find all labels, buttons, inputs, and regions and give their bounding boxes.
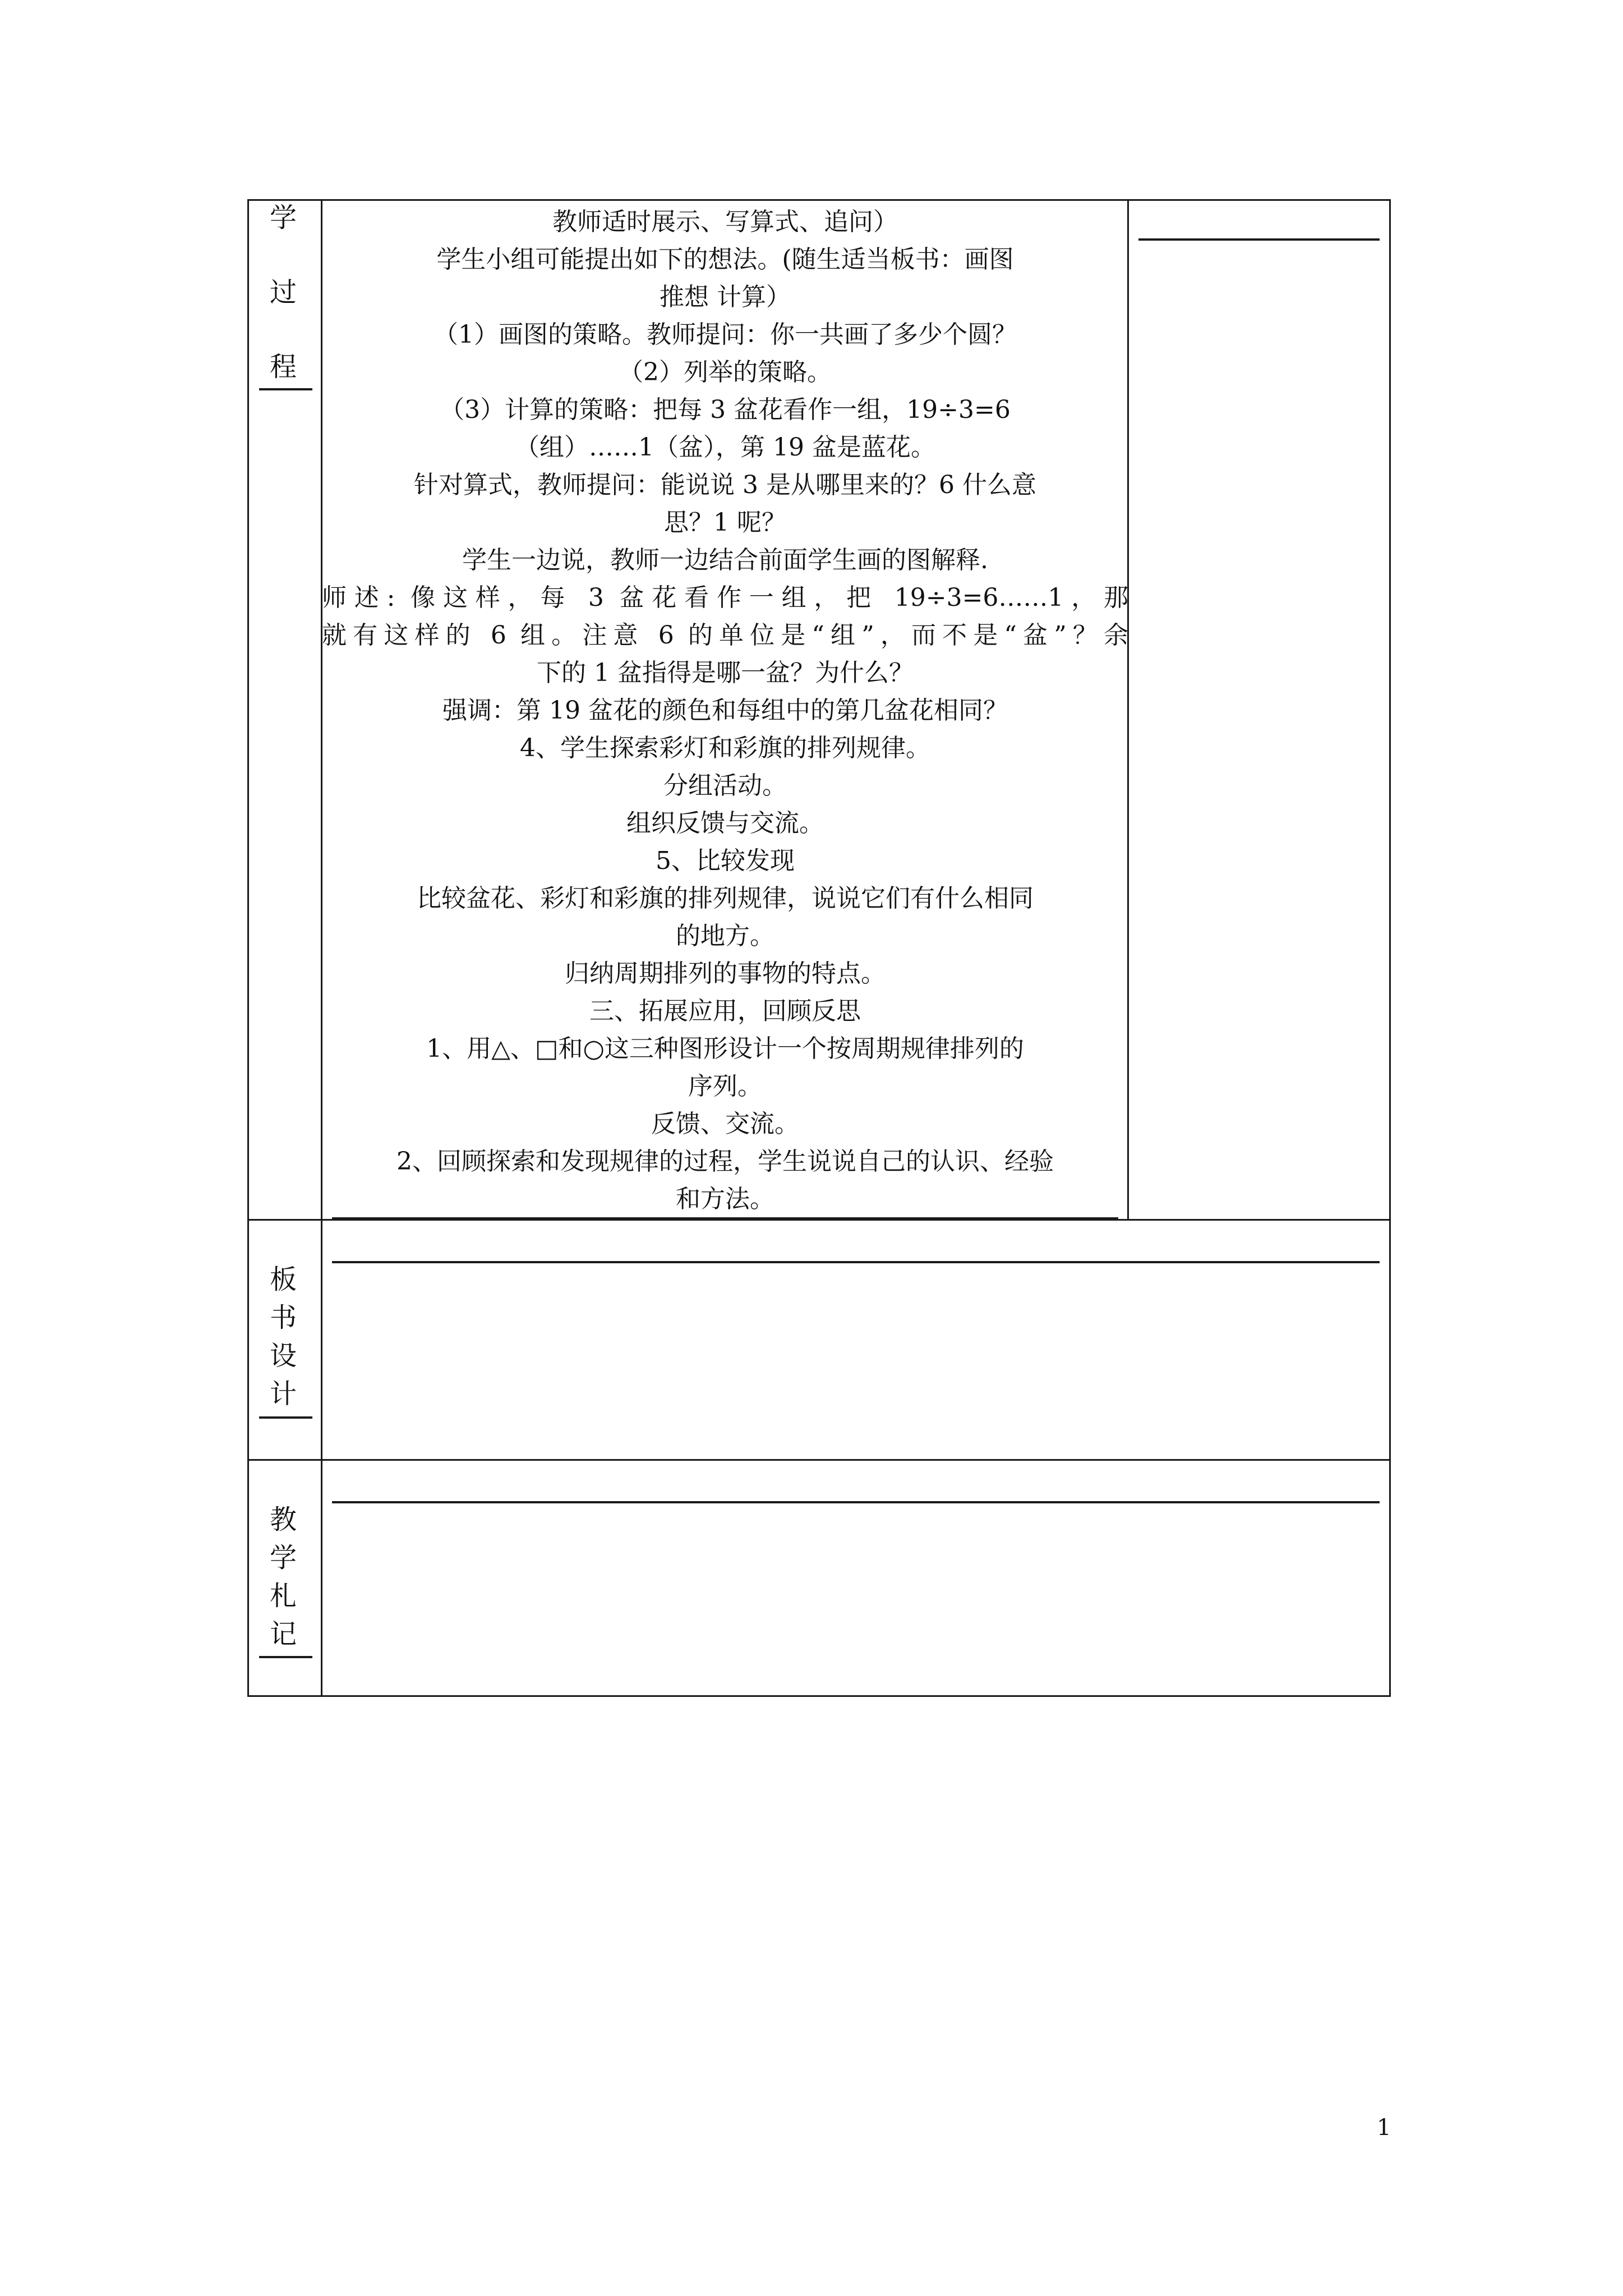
- content-line: 分组活动。: [663, 771, 787, 800]
- board-label-rule: [259, 1416, 312, 1419]
- label-char: 记: [269, 1618, 297, 1650]
- content-line: 反馈、交流。: [651, 1110, 799, 1138]
- lesson-process-content: [322, 203, 1128, 1218]
- content-line: 归纳周期排列的事物的特点。: [565, 959, 886, 988]
- page-number: 1: [1377, 2115, 1391, 2141]
- content-line: 下的 1 盆指得是哪一盆？为什么？: [537, 659, 914, 687]
- content-line: 学生一边说，教师一边结合前面学生画的图解释.: [462, 546, 988, 574]
- content-line: 强调：第 19 盆花的颜色和每组中的第几盆花相同？: [442, 696, 1008, 725]
- content-line: 师述: 像这样，每 3 盆花看作一组，把 19÷3=6……1，那: [322, 583, 1128, 612]
- label-char: 学: [269, 1542, 297, 1573]
- label-char: 札: [269, 1580, 297, 1612]
- content-line: 比较盆花、彩灯和彩旗的排列规律，说说它们有什么相同: [417, 884, 1034, 913]
- content-line: （1）画图的策略。教师提问：你一共画了多少个圆？: [434, 320, 1017, 349]
- label-char: 板: [269, 1264, 297, 1295]
- board-design-rule: [332, 1261, 1380, 1263]
- notes-column-rule: [1138, 238, 1380, 241]
- process-label-rule: [259, 388, 312, 390]
- label-char: 学: [269, 202, 297, 233]
- content-line: 学生小组可能提出如下的想法。(随生适当板书：画图: [436, 245, 1014, 274]
- content-line: 针对算式，教师提问：能说说 3 是从哪里来的？6 什么意: [414, 471, 1036, 499]
- label-char: 设: [269, 1340, 297, 1372]
- row-divider-notes: [247, 1459, 1391, 1461]
- content-line: 的地方。: [676, 922, 774, 950]
- content-line: 思？1 呢？: [664, 508, 786, 537]
- content-line: 序列。: [688, 1072, 762, 1101]
- content-line: 1、用△、□和○这三种图形设计一个按周期规律排列的: [426, 1034, 1024, 1063]
- content-line: （2）列举的策略。: [619, 358, 832, 386]
- content-line: 推想 计算）: [660, 283, 791, 311]
- content-line: 2、回顾探索和发现规律的过程，学生说说自己的认识、经验: [396, 1147, 1054, 1176]
- label-char: 教: [269, 1504, 297, 1535]
- content-line: （3）计算的策略：把每 3 盆花看作一组，19÷3=6: [440, 395, 1011, 424]
- label-char: 程: [269, 351, 297, 383]
- content-line: 和方法。: [676, 1185, 774, 1213]
- label-char: 过: [269, 277, 297, 308]
- label-char: 计: [269, 1378, 297, 1410]
- label-char: 书: [269, 1302, 297, 1333]
- content-line: 组织反馈与交流。: [626, 809, 824, 838]
- content-line: 三、拓展应用，回顾反思: [589, 997, 861, 1025]
- content-line: 5、比较发现: [656, 846, 795, 875]
- content-line: 就有这样的 6 组。注意 6 的单位是“组”，而不是“盆”？余: [322, 621, 1128, 650]
- notes-label-rule: [259, 1656, 312, 1658]
- content-line: （组）……1（盆），第 19 盆是蓝花。: [515, 433, 935, 462]
- content-line: 教师适时展示、写算式、追问）: [552, 208, 898, 236]
- content-line: 4、学生探索彩灯和彩旗的排列规律。: [520, 734, 930, 762]
- teaching-notes-rule: [332, 1501, 1380, 1503]
